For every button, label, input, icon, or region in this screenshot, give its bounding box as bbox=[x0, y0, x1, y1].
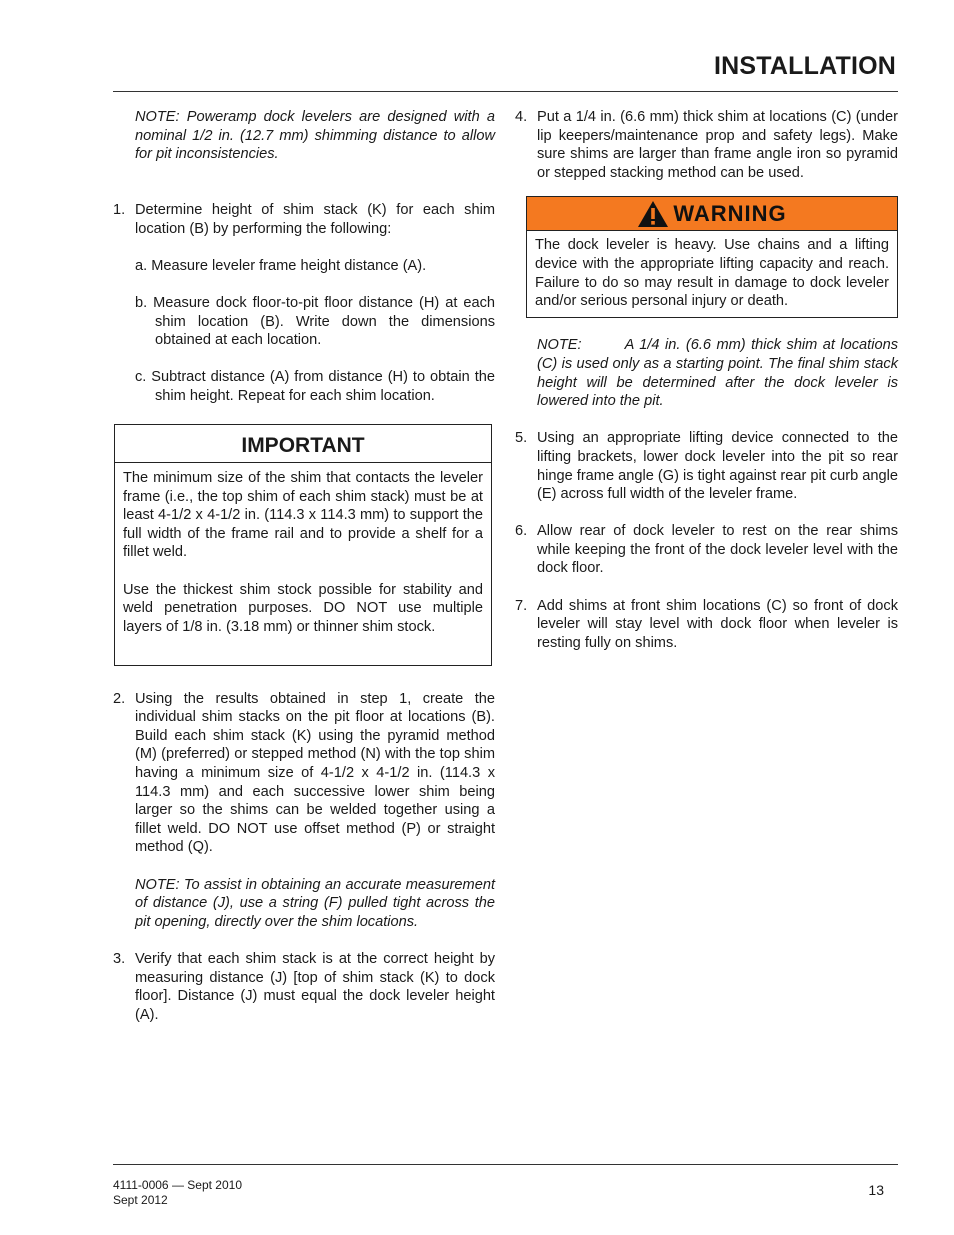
left-column bbox=[113, 108, 495, 1024]
step-text: Verify that each shim stack is at the correct height by measuring distance (J) [top of shim stack (K) to dock floor]. Distance (J) must equal the dock leveler height (A). bbox=[135, 950, 495, 1023]
step-6 bbox=[515, 522, 898, 578]
important-para-2: Use the thickest shim stock possible for stability and weld penetration purposes. DO NOT use multiple layers of 1/8 in. (3.18 mm) or thinner shim stock. bbox=[123, 581, 483, 635]
note-shimming-distance: NOTE: Poweramp dock levelers are designed with a nominal 1/2 in. (12.7 mm) shimming distance to allow for pit inconsistencies. bbox=[135, 109, 495, 163]
note-string-measurement: NOTE: To assist in obtaining an accurate measurement of distance (J), use a string (F) pulled tight across the pit opening, directly over the shim locations. bbox=[135, 876, 495, 930]
step-text: Using an appropriate lifting device connected to the lifting brackets, lower dock leveler into the pit so rear hinge frame angle (G) is tight against rear pit curb angle (E) across full width of the leveler frame. bbox=[537, 430, 898, 503]
note-starting-point: NOTE: A 1/4 in. (6.6 mm) thick shim at locations (C) is used only as a starting point. The final shim stack height will be determined after the dock leveler is lowered into the pit. bbox=[537, 337, 903, 410]
page-title: INSTALLATION bbox=[713, 52, 896, 80]
step-1a: a. Measure leveler frame height distance (A). bbox=[135, 257, 427, 274]
step-number: 4. bbox=[515, 109, 528, 125]
step-number: 6. bbox=[515, 523, 528, 540]
important-title: IMPORTANT bbox=[115, 425, 491, 463]
important-callout bbox=[114, 424, 492, 666]
warning-label: WARNING bbox=[673, 200, 787, 226]
step-number: 1. bbox=[113, 201, 126, 218]
step-number: 5. bbox=[515, 430, 528, 447]
revision-date-line: Sept 2012 bbox=[113, 1193, 168, 1207]
warning-callout bbox=[526, 196, 898, 317]
document-revision bbox=[113, 1178, 242, 1208]
step-text: Put a 1/4 in. (6.6 mm) thick shim at locations (C) (under lip keepers/maintenance prop and safety legs). Make sure shims are larger than frame angle iron so pyramid or stepped stacking method can be used. bbox=[537, 109, 898, 181]
step-number: 3. bbox=[113, 950, 126, 967]
step-text: Add shims at front shim locations (C) so front of dock leveler will stay level with dock floor when leveler is resting fully on shims. bbox=[537, 597, 898, 651]
step-text: Determine height of shim stack (K) for each shim location (B) by performing the following: bbox=[135, 201, 495, 237]
step-1 bbox=[113, 201, 495, 238]
header-rule bbox=[113, 91, 898, 92]
step-1b: b. Measure dock floor-to-pit floor distance (H) at each shim location (B). Write down the dimensions obtained at each location. bbox=[135, 294, 495, 349]
footer-rule bbox=[113, 1164, 898, 1165]
step-1c: c. Subtract distance (A) from distance (H) to obtain the shim height. Repeat for each shim location. bbox=[135, 369, 495, 404]
right-column bbox=[515, 108, 903, 652]
step-7 bbox=[515, 597, 898, 653]
step-2 bbox=[113, 690, 495, 857]
step-5 bbox=[515, 429, 898, 503]
step-3 bbox=[113, 950, 495, 1024]
step-4 bbox=[515, 108, 898, 182]
step-text: Allow rear of dock leveler to rest on the rear shims while keeping the front of the dock leveler level with the dock floor. bbox=[537, 523, 898, 577]
warning-triangle-icon bbox=[637, 200, 669, 228]
important-para-1: The minimum size of the shim that contacts the leveler frame (i.e., the top shim of each shim stack) must be at least 4-1/2 x 4-1/2 in. (114.3 x 114.3 mm) to support the full width of the frame rail and to provide a shelf for a fillet weld. bbox=[123, 470, 483, 561]
page-number: 13 bbox=[868, 1182, 884, 1198]
step-number: 7. bbox=[515, 597, 528, 614]
warning-header bbox=[527, 197, 897, 231]
step-number: 2. bbox=[113, 690, 126, 707]
doc-number-line: 4111-0006 — Sept 2010 bbox=[113, 1178, 242, 1192]
warning-text: The dock leveler is heavy. Use chains and a lifting device with the appropriate lifting capacity and reach. Failure to do so may result in damage to dock leveler and/or serious personal injury or death. bbox=[535, 237, 889, 310]
step-text: Using the results obtained in step 1, create the individual shim stacks on the pit floor at locations (B). Build each shim stack (K) using the pyramid method (M) (preferred) or stepped method (N) with the top shim having a minimum size of 4-1/2 x 4-1/2 in. (114.3 x 114.3 mm) and each successive lower shim being larger so the shims can be welded together using a fillet weld. DO NOT use offset method (P) or straight method (Q). bbox=[135, 690, 495, 856]
